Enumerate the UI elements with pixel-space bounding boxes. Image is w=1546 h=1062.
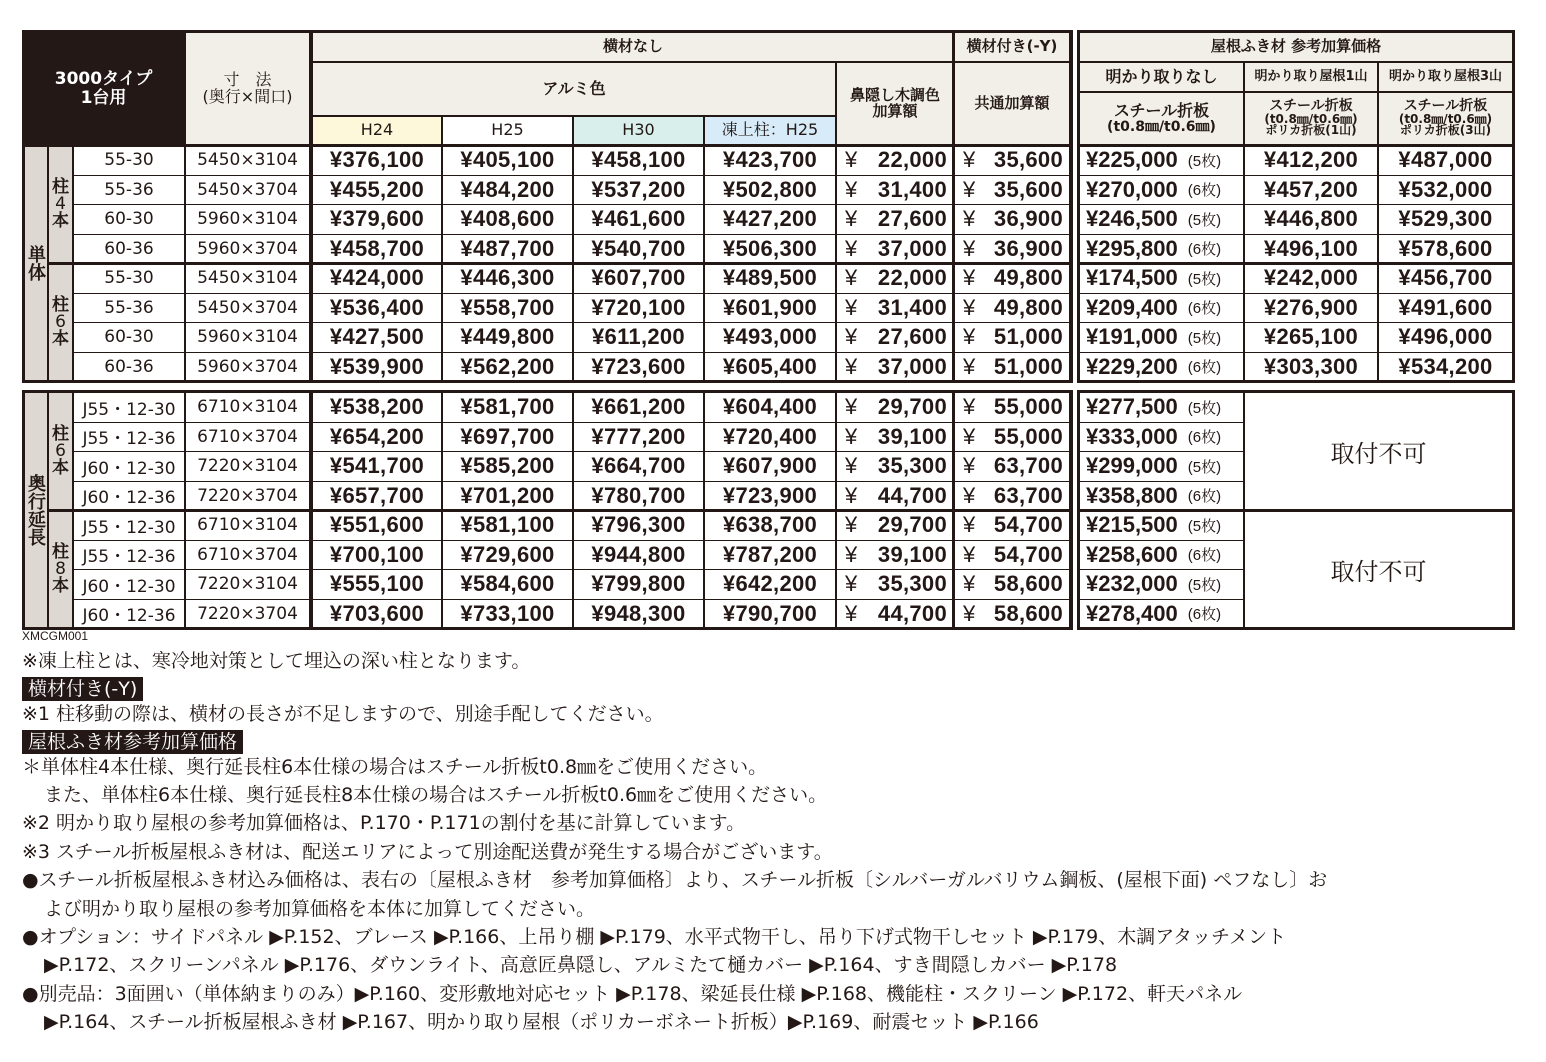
price-h24: ¥536,400	[312, 293, 442, 324]
yen-sign: ¥	[963, 235, 976, 261]
price-h30: ¥944,800	[573, 540, 704, 571]
group-label-6-posts: 柱 6 本	[48, 263, 73, 381]
sheet-count: (6枚)	[1187, 300, 1222, 318]
roof-price-1-skylight: ¥276,900	[1244, 293, 1378, 324]
table-title-line2: 1台用	[80, 87, 127, 108]
col-header-frost: 凍上柱：H25	[704, 116, 836, 145]
price-frost: ¥605,400	[704, 352, 836, 383]
dimension: 5450×3704	[185, 293, 310, 324]
roof-price-no-skylight: ¥258,600 (6枚)	[1079, 540, 1244, 571]
dimension: 7220×3104	[185, 569, 310, 600]
price-h25: ¥729,600	[442, 540, 573, 571]
note-crossbar: ※1 柱移動の際は、横材の長さが不足しますので、別途手配してください。	[22, 702, 664, 725]
roof-price-1-skylight: ¥265,100	[1244, 322, 1378, 353]
price-frost: ¥638,700	[704, 510, 836, 541]
sheet-count: (5枚)	[1187, 517, 1222, 535]
size-code: J60・12-36	[73, 481, 185, 512]
dimension: 7220×3704	[185, 599, 310, 630]
price-h24: ¥541,700	[312, 451, 442, 482]
sheet-count: (6枚)	[1187, 359, 1222, 377]
price-h25: ¥484,200	[442, 175, 573, 206]
table-title-cell	[22, 32, 185, 145]
col-header-h24: H24	[312, 116, 442, 145]
price-frost: ¥604,400	[704, 392, 836, 423]
yen-sign: ¥	[963, 353, 976, 379]
price-wood: ¥ 39,100	[836, 540, 954, 571]
price-h25: ¥584,600	[442, 569, 573, 600]
price-wood: ¥ 35,300	[836, 451, 954, 482]
price-h24: ¥427,500	[312, 322, 442, 353]
size-code: 60-36	[73, 234, 185, 265]
col-header-common: 共通加算額	[954, 62, 1070, 145]
price-h30: ¥720,100	[573, 293, 704, 324]
roof-col2-sub: スチール折板 (t0.8㎜/t0.6㎜) ポリカ折板(1山)	[1244, 92, 1378, 145]
note-roof-1b: また、単体柱6本仕様、奥行延長柱8本仕様の場合はスチール折板t0.6㎜をご使用ください。	[44, 784, 828, 807]
divider-crossbar	[952, 30, 955, 383]
price-common: ¥ 35,600	[954, 175, 1070, 206]
note-roof-1a: ＊単体柱4本仕様、奥行延長柱6本仕様の場合はスチール折板t0.8㎜をご使用ください。	[22, 755, 768, 778]
price-h24: ¥703,600	[312, 599, 442, 630]
price-wood: ¥ 44,700	[836, 599, 954, 630]
roof-price-no-skylight: ¥209,400 (6枚)	[1079, 293, 1244, 324]
roof-price-no-skylight: ¥299,000 (5枚)	[1079, 451, 1244, 482]
dimension: 7220×3104	[185, 451, 310, 482]
aluminum-color-header: アルミ色	[312, 62, 836, 116]
table-title-line1: 3000タイプ	[54, 68, 153, 89]
price-h30: ¥780,700	[573, 481, 704, 512]
roof-price-no-skylight: ¥358,800 (6枚)	[1079, 481, 1244, 512]
not-available-6-posts: 取付不可	[1244, 392, 1513, 510]
dimension: 6710×3704	[185, 540, 310, 571]
price-common: ¥ 54,700	[954, 510, 1070, 541]
yen-sign: ¥	[845, 265, 858, 291]
dimension: 6710×3704	[185, 422, 310, 453]
roof-price-no-skylight: ¥225,000 (5枚)	[1079, 145, 1244, 176]
price-frost: ¥489,500	[704, 263, 836, 294]
price-h30: ¥661,200	[573, 392, 704, 423]
sheet-count: (6枚)	[1187, 606, 1222, 624]
price-frost: ¥423,700	[704, 145, 836, 176]
yen-sign: ¥	[845, 324, 858, 350]
price-h24: ¥424,000	[312, 263, 442, 294]
price-h25: ¥585,200	[442, 451, 573, 482]
roof-price-1-skylight: ¥303,300	[1244, 352, 1378, 383]
roof-price-1-skylight: ¥412,200	[1244, 145, 1378, 176]
price-common: ¥ 63,700	[954, 451, 1070, 482]
label-crossbar: 横材付き(-Y)	[22, 677, 143, 701]
price-common: ¥ 58,600	[954, 599, 1070, 630]
price-h24: ¥700,100	[312, 540, 442, 571]
dimension: 5450×3704	[185, 175, 310, 206]
size-code: J60・12-30	[73, 451, 185, 482]
price-h30: ¥723,600	[573, 352, 704, 383]
roof-price-no-skylight: ¥277,500 (5枚)	[1079, 392, 1244, 423]
roof-col3-sub: スチール折板 (t0.8㎜/t0.6㎜) ポリカ折板(3山)	[1378, 92, 1513, 145]
price-wood: ¥ 31,400	[836, 293, 954, 324]
group-label-4-posts: 柱 4 本	[48, 145, 73, 263]
roof-col3-top: 明かり取り屋根3山	[1378, 62, 1513, 92]
notes-section	[22, 647, 1327, 1037]
col-header-h30: H30	[573, 116, 704, 145]
group-header-crossbar: 横材付き(-Y)	[954, 32, 1070, 62]
roof-price-no-skylight: ¥174,500 (5枚)	[1079, 263, 1244, 294]
size-code: 60-30	[73, 322, 185, 353]
sheet-count: (5枚)	[1187, 211, 1222, 229]
divider-header-bottom	[22, 144, 1073, 147]
yen-sign: ¥	[963, 541, 976, 567]
roof-price-3-skylight: ¥487,000	[1378, 145, 1513, 176]
price-h25: ¥408,600	[442, 204, 573, 235]
divider-group-ext	[48, 509, 1073, 512]
yen-sign: ¥	[845, 571, 858, 597]
yen-sign: ¥	[845, 423, 858, 449]
product-code: XMCGM001	[22, 629, 89, 643]
price-h30: ¥664,700	[573, 451, 704, 482]
roof-price-3-skylight: ¥529,300	[1378, 204, 1513, 235]
yen-sign: ¥	[845, 600, 858, 626]
price-h25: ¥449,800	[442, 322, 573, 353]
price-h24: ¥538,200	[312, 392, 442, 423]
group-header-no-crossbar: 横材なし	[312, 32, 954, 62]
roof-price-3-skylight: ¥532,000	[1378, 175, 1513, 206]
price-h24: ¥458,700	[312, 234, 442, 265]
yen-sign: ¥	[845, 482, 858, 508]
price-h30: ¥799,800	[573, 569, 704, 600]
price-h24: ¥379,600	[312, 204, 442, 235]
dimension: 5960×3704	[185, 352, 310, 383]
price-wood: ¥ 29,700	[836, 510, 954, 541]
price-frost: ¥720,400	[704, 422, 836, 453]
price-wood: ¥ 22,000	[836, 145, 954, 176]
price-wood: ¥ 29,700	[836, 392, 954, 423]
roof-price-3-skylight: ¥496,000	[1378, 322, 1513, 353]
price-h24: ¥376,100	[312, 145, 442, 176]
bullet-steel-roof-a: ●スチール折板屋根ふき材込み価格は、表右の〔屋根ふき材 参考加算価格〕より、スチール折板〔シルバーガルバリウム鋼板、(屋根下面) ペフなし〕お	[22, 869, 1328, 892]
size-code: 55-36	[73, 175, 185, 206]
size-code: J60・12-30	[73, 569, 185, 600]
size-code: J55・12-36	[73, 540, 185, 571]
size-code: 55-30	[73, 145, 185, 176]
dimension: 5960×3704	[185, 234, 310, 265]
price-h30: ¥458,100	[573, 145, 704, 176]
yen-sign: ¥	[845, 176, 858, 202]
yen-sign: ¥	[963, 571, 976, 597]
yen-sign: ¥	[963, 453, 976, 479]
roof-price-1-skylight: ¥242,000	[1244, 263, 1378, 294]
price-common: ¥ 35,600	[954, 145, 1070, 176]
yen-sign: ¥	[845, 541, 858, 567]
dimension-header: 寸 法 (奥行×間口)	[185, 32, 310, 145]
price-wood: ¥ 27,600	[836, 204, 954, 235]
price-h25: ¥446,300	[442, 263, 573, 294]
price-h25: ¥697,700	[442, 422, 573, 453]
yen-sign: ¥	[845, 453, 858, 479]
yen-sign: ¥	[963, 512, 976, 538]
size-code: J55・12-30	[73, 510, 185, 541]
price-h25: ¥701,200	[442, 481, 573, 512]
yen-sign: ¥	[845, 394, 858, 420]
group-header-roof: 屋根ふき材 参考加算価格	[1079, 32, 1513, 62]
price-common: ¥ 54,700	[954, 540, 1070, 571]
price-h30: ¥777,200	[573, 422, 704, 453]
bullet-options-b: ▶P.172、スクリーンパネル ▶P.176、ダウンライト、高意匠鼻隠し、アルミたて樋カバー ▶P.164、すき間隠しカバー ▶P.178	[44, 954, 1118, 977]
price-frost: ¥787,200	[704, 540, 836, 571]
price-h24: ¥551,600	[312, 510, 442, 541]
price-common: ¥ 36,900	[954, 204, 1070, 235]
roof-price-no-skylight: ¥229,200 (6枚)	[1079, 352, 1244, 383]
price-frost: ¥790,700	[704, 599, 836, 630]
price-wood: ¥ 27,600	[836, 322, 954, 353]
divider-group-single	[48, 262, 1073, 265]
roof-col1-top: 明かり取りなし	[1079, 62, 1244, 92]
roof-price-no-skylight: ¥295,800 (6枚)	[1079, 234, 1244, 265]
sheet-count: (5枚)	[1187, 270, 1222, 288]
sheet-count: (6枚)	[1187, 488, 1222, 506]
sheet-count: (5枚)	[1187, 399, 1222, 417]
note-roof-3: ※3 スチール折板屋根ふき材は、配送エリアによって別途配送費が発生する場合がございます。	[22, 840, 833, 863]
dimension: 5960×3104	[185, 322, 310, 353]
roof-price-no-skylight: ¥270,000 (6枚)	[1079, 175, 1244, 206]
yen-sign: ¥	[963, 324, 976, 350]
price-h25: ¥487,700	[442, 234, 573, 265]
dimension: 5450×3104	[185, 145, 310, 176]
price-h30: ¥796,300	[573, 510, 704, 541]
divider-header-left	[310, 30, 313, 383]
dimension: 6710×3104	[185, 392, 310, 423]
divider-group-single-roof	[1077, 262, 1515, 265]
dimension: 6710×3104	[185, 510, 310, 541]
price-h25: ¥581,700	[442, 392, 573, 423]
price-h30: ¥461,600	[573, 204, 704, 235]
note-roof-2: ※2 明かり取り屋根の参考加算価格は、P.170・P.171の割付を基に計算しています。	[22, 812, 746, 835]
roof-price-1-skylight: ¥457,200	[1244, 175, 1378, 206]
bullet-separate-b: ▶P.164、スチール折板屋根ふき材 ▶P.167、明かり取り屋根（ポリカーボネート折板）▶P.169、耐震セット ▶P.166	[44, 1011, 1039, 1034]
price-wood: ¥ 22,000	[836, 263, 954, 294]
col-header-h25: H25	[442, 116, 573, 145]
yen-sign: ¥	[963, 600, 976, 626]
price-common: ¥ 49,800	[954, 293, 1070, 324]
roof-price-no-skylight: ¥191,000 (5枚)	[1079, 322, 1244, 353]
bullet-steel-roof-b: よび明かり取り屋根の参考加算価格を本体に加算してください。	[44, 897, 596, 920]
roof-price-3-skylight: ¥491,600	[1378, 293, 1513, 324]
yen-sign: ¥	[845, 235, 858, 261]
yen-sign: ¥	[845, 147, 858, 173]
sheet-count: (6枚)	[1187, 241, 1222, 259]
group-label-8-posts-ext: 柱 8 本	[48, 510, 73, 628]
price-h30: ¥611,200	[573, 322, 704, 353]
yen-sign: ¥	[963, 394, 976, 420]
price-h25: ¥733,100	[442, 599, 573, 630]
price-frost: ¥607,900	[704, 451, 836, 482]
size-code: J55・12-30	[73, 392, 185, 423]
divider-group-ext-roof	[1077, 509, 1515, 512]
roof-price-no-skylight: ¥246,500 (5枚)	[1079, 204, 1244, 235]
price-h25: ¥405,100	[442, 145, 573, 176]
yen-sign: ¥	[845, 353, 858, 379]
section-label-extended: 奥行延長	[22, 392, 48, 628]
yen-sign: ¥	[845, 294, 858, 320]
roof-price-1-skylight: ¥446,800	[1244, 204, 1378, 235]
price-wood: ¥ 37,000	[836, 352, 954, 383]
dimension: 5450×3104	[185, 263, 310, 294]
sheet-count: (5枚)	[1187, 152, 1222, 170]
sheet-count: (6枚)	[1187, 429, 1222, 447]
section-label-single: 単体	[22, 145, 48, 381]
dimension: 5960×3104	[185, 204, 310, 235]
price-h30: ¥948,300	[573, 599, 704, 630]
price-frost: ¥601,900	[704, 293, 836, 324]
price-common: ¥ 55,000	[954, 422, 1070, 453]
price-h30: ¥537,200	[573, 175, 704, 206]
roof-price-no-skylight: ¥215,500 (5枚)	[1079, 510, 1244, 541]
yen-sign: ¥	[845, 206, 858, 232]
yen-sign: ¥	[963, 147, 976, 173]
roof-price-3-skylight: ¥534,200	[1378, 352, 1513, 383]
yen-sign: ¥	[963, 294, 976, 320]
roof-price-3-skylight: ¥578,600	[1378, 234, 1513, 265]
price-h24: ¥657,700	[312, 481, 442, 512]
sheet-count: (5枚)	[1187, 458, 1222, 476]
price-frost: ¥502,800	[704, 175, 836, 206]
size-code: J60・12-36	[73, 599, 185, 630]
roof-price-no-skylight: ¥333,000 (6枚)	[1079, 422, 1244, 453]
bullet-options-a: ●オプション：サイドパネル ▶P.152、ブレース ▶P.166、上吊り棚 ▶P.179、水平式物干し、吊り下げ式物干しセット ▶P.179、木調アタッチメント	[22, 926, 1287, 949]
dimension: 7220×3704	[185, 481, 310, 512]
note-frost-post: ※凍上柱とは、寒冷地対策として埋込の深い柱となります。	[22, 650, 531, 672]
price-frost: ¥506,300	[704, 234, 836, 265]
price-wood: ¥ 37,000	[836, 234, 954, 265]
roof-price-no-skylight: ¥232,000 (5枚)	[1079, 569, 1244, 600]
price-h24: ¥654,200	[312, 422, 442, 453]
price-frost: ¥723,900	[704, 481, 836, 512]
size-code: 55-30	[73, 263, 185, 294]
price-frost: ¥642,200	[704, 569, 836, 600]
price-wood: ¥ 44,700	[836, 481, 954, 512]
sheet-count: (6枚)	[1187, 182, 1222, 200]
yen-sign: ¥	[963, 482, 976, 508]
yen-sign: ¥	[963, 176, 976, 202]
divider-header-bottom-roof	[1077, 144, 1515, 147]
not-available-8-posts: 取付不可	[1244, 510, 1513, 628]
price-h30: ¥607,700	[573, 263, 704, 294]
price-common: ¥ 55,000	[954, 392, 1070, 423]
price-common: ¥ 58,600	[954, 569, 1070, 600]
price-wood: ¥ 39,100	[836, 422, 954, 453]
price-wood: ¥ 31,400	[836, 175, 954, 206]
yen-sign: ¥	[963, 265, 976, 291]
price-common: ¥ 51,000	[954, 352, 1070, 383]
size-code: 55-36	[73, 293, 185, 324]
price-h25: ¥562,200	[442, 352, 573, 383]
yen-sign: ¥	[963, 423, 976, 449]
price-wood: ¥ 35,300	[836, 569, 954, 600]
price-common: ¥ 49,800	[954, 263, 1070, 294]
size-code: 60-36	[73, 352, 185, 383]
size-code: J55・12-36	[73, 422, 185, 453]
price-common: ¥ 36,900	[954, 234, 1070, 265]
price-h30: ¥540,700	[573, 234, 704, 265]
label-roof-price: 屋根ふき材参考加算価格	[22, 730, 243, 754]
price-common: ¥ 51,000	[954, 322, 1070, 353]
roof-price-3-skylight: ¥456,700	[1378, 263, 1513, 294]
roof-price-no-skylight: ¥278,400 (6枚)	[1079, 599, 1244, 630]
size-code: 60-30	[73, 204, 185, 235]
bullet-separate-a: ●別売品：3面囲い（単体納まりのみ）▶P.160、変形敷地対応セット ▶P.178、梁延長仕様 ▶P.168、機能柱・スクリーン ▶P.172、軒天パネル	[22, 982, 1243, 1005]
col-header-wood: 鼻隠し木調色 加算額	[836, 62, 954, 145]
sheet-count: (5枚)	[1187, 576, 1222, 594]
yen-sign: ¥	[845, 512, 858, 538]
sheet-count: (5枚)	[1187, 329, 1222, 347]
roof-col2-top: 明かり取り屋根1山	[1244, 62, 1378, 92]
roof-price-1-skylight: ¥496,100	[1244, 234, 1378, 265]
yen-sign: ¥	[963, 206, 976, 232]
price-h24: ¥539,900	[312, 352, 442, 383]
price-h24: ¥455,200	[312, 175, 442, 206]
price-frost: ¥493,000	[704, 322, 836, 353]
price-frost: ¥427,200	[704, 204, 836, 235]
price-h25: ¥581,100	[442, 510, 573, 541]
price-h24: ¥555,100	[312, 569, 442, 600]
roof-col1-sub: スチール折板 (t0.8㎜/t0.6㎜)	[1079, 92, 1244, 145]
price-h25: ¥558,700	[442, 293, 573, 324]
price-common: ¥ 63,700	[954, 481, 1070, 512]
sheet-count: (6枚)	[1187, 547, 1222, 565]
group-label-6-posts-ext: 柱 6 本	[48, 392, 73, 510]
